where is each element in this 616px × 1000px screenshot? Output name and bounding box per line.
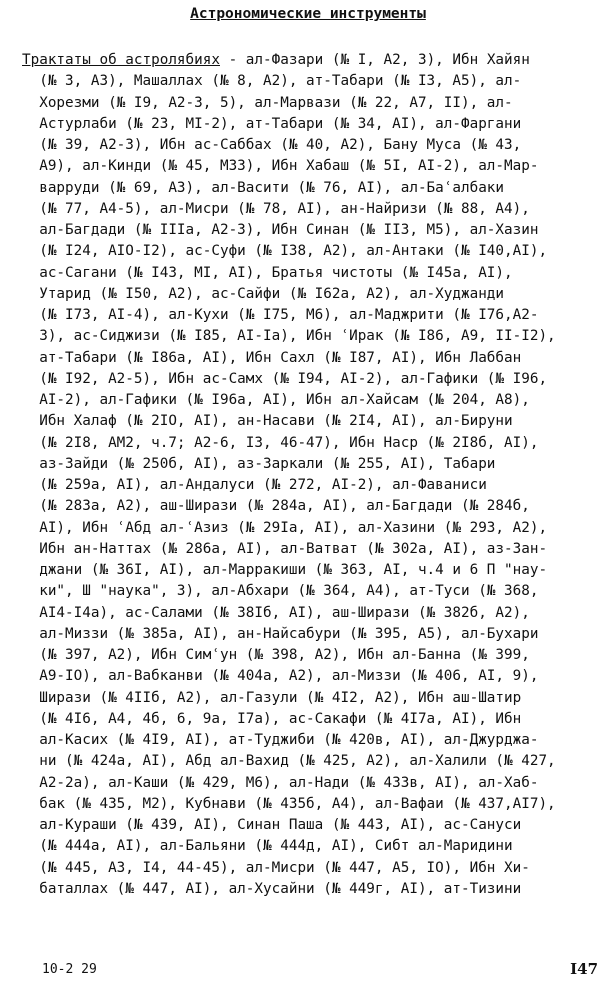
page-title [0,6,616,22]
text-line: Ширази (№ 4IIб, A2), ал-Газули (№ 4I2, A2), Ибн аш-Шатир [22,689,522,706]
text-line: (№ I24, AIO-I2), ас-Суфи (№ I38, A2), ал-Антаки (№ I40,AI), [22,243,548,260]
text-line: AI), Ибн ʿАбд ал-ʿАзиз (№ 29Iа, AI), ал-Хазини (№ 293, A2), [22,519,548,536]
body-text [22,50,602,900]
text-line: (№ 4I6, A4, 4б, 6, 9а, I7а), ас-Сакафи (№ 4I7а, AI), Ибн [22,710,522,727]
text-line [22,50,602,71]
text-line: (№ 445, A3, I4, 44-45), ал-Мисри (№ 447, A5, IO), Ибн Хи- [22,859,530,876]
text-line: (№ 3, A3), Машаллах (№ 8, A2), ат-Табари (№ I3, A5), ал- [22,73,522,90]
text-line: (№ 259а, AI), ал-Андалуси (№ 272, AI-2), ал-Фаваниси [22,477,487,493]
text-line: джани (№ 36I, AI), ал-Марракиши (№ 363, AI, ч.4 и 6 П "нау- [22,562,548,578]
text-line: ат-Табари (№ I86а, AI), Ибн Сахл (№ I87, AI), Ибн Лаббан [22,349,522,366]
text-line: ал-Кураши (№ 439, AI), Синан Паша (№ 443, AI), ас-Сануси [22,817,522,833]
text-line: AI4-I4а), ас-Салами (№ 38Iб, AI), аш-Ширази (№ 382б, A2), [22,604,530,621]
text-line: ал-Багдади (№ IIIа, A2-3), Ибн Синан (№ II3, M5), ал-Хазин [22,222,539,238]
text-line: Хорезми (№ I9, A2-3, 5), ал-Марвази (№ 22, A7, II), ал- [22,94,513,111]
text-line: (№ 2I8, AM2, ч.7; A2-6, I3, 46-47), Ибн Наср (№ 2I8б, AI), [22,434,539,451]
text-line: ас-Сагани (№ I43, MI, AI), Братья чистоты (№ I45а, AI), [22,264,513,281]
page-title-text: Астрономические инструменты [190,6,426,22]
text-line: ки", Ш "наука", 3), ал-Абхари (№ 364, A4), ат-Туси (№ 368, [22,583,539,600]
text-line: баталлах (№ 447, AI), ал-Хусайни (№ 449г, AI), ат-Тизини [22,880,522,897]
text-line-rest: - ал-Фазари (№ I, A2, 3), Ибн Хайян [219,52,530,68]
text-line: A2-2а), ал-Каши (№ 429, M6), ал-Нади (№ 433в, AI), ал-Хаб- [22,774,539,791]
text-line: (№ 397, A2), Ибн Симʿун (№ 398, A2), Ибн ал-Банна (№ 399, [22,647,530,663]
text-line: бак (№ 435, M2), Кубнави (№ 435б, A4), ал-Вафаи (№ 437,AI7), [22,795,556,812]
text-line: (№ 77, A4-5), ал-Мисри (№ 78, AI), ан-Найризи (№ 88, A4), [22,200,530,217]
footer-code: 10-2 29 [42,962,97,977]
text-line: варруди (№ 69, A3), ал-Васити (№ 76, AI), ал-Баʿалбаки [22,179,505,196]
text-line: A9-IO), ал-Вабканви (№ 404а, A2), ал-Миззи (№ 406, AI, 9), [22,668,539,685]
text-line: Ибн ан-Наттах (№ 286а, AI), ал-Ватват (№ 302а, AI), аз-Зан- [22,540,548,557]
text-line: Утарид (№ I50, A2), ас-Сайфи (№ I62а, A2), ал-Худжанди [22,285,505,302]
text-line: Астурлаби (№ 23, MI-2), ат-Табари (№ 34, AI), ал-Фаргани [22,115,522,132]
text-line: (№ 444а, AI), ал-Бальяни (№ 444д, AI), Сибт ал-Маридини [22,838,513,855]
section-heading: Трактаты об астролябиях [22,52,220,68]
text-line: ал-Касих (№ 4I9, AI), ат-Туджиби (№ 420в, AI), ал-Джурджа- [22,732,539,748]
page-number: I47 [570,960,598,978]
text-line: AI-2), ал-Гафики (№ I96а, AI), Ибн ал-Хайсам (№ 204, A8), [22,392,530,408]
text-line: Ибн Халаф (№ 2IO, AI), ан-Насави (№ 2I4, AI), ал-Бируни [22,413,513,430]
text-line: ни (№ 424а, AI), Абд ал-Вахид (№ 425, A2), ал-Халили (№ 427, [22,753,556,770]
text-line: (№ I73, AI-4), ал-Кухи (№ I75, M6), ал-Маджрити (№ I76,A2- [22,307,539,323]
text-line: аз-Зайди (№ 250б, AI), аз-Заркали (№ 255, AI), Табари [22,455,496,472]
text-line: (№ 39, A2-3), Ибн ас-Саббах (№ 40, A2), Бану Муса (№ 43, [22,137,522,153]
text-line: A9), ал-Кинди (№ 45, M33), Ибн Хабаш (№ 5I, AI-2), ал-Мар- [22,158,539,175]
text-line: 3), ас-Сиджизи (№ I85, AI-Iа), Ибн ʿИрак (№ I86, A9, II-I2), [22,328,556,345]
text-line: ал-Миззи (№ 385а, AI), ан-Найсабури (№ 395, A5), ал-Бухари [22,625,539,642]
text-line: (№ I92, A2-5), Ибн ас-Самх (№ I94, AI-2), ал-Гафики (№ I96, [22,370,548,387]
text-line: (№ 283а, A2), аш-Ширази (№ 284а, AI), ал-Багдади (№ 284б, [22,498,530,515]
